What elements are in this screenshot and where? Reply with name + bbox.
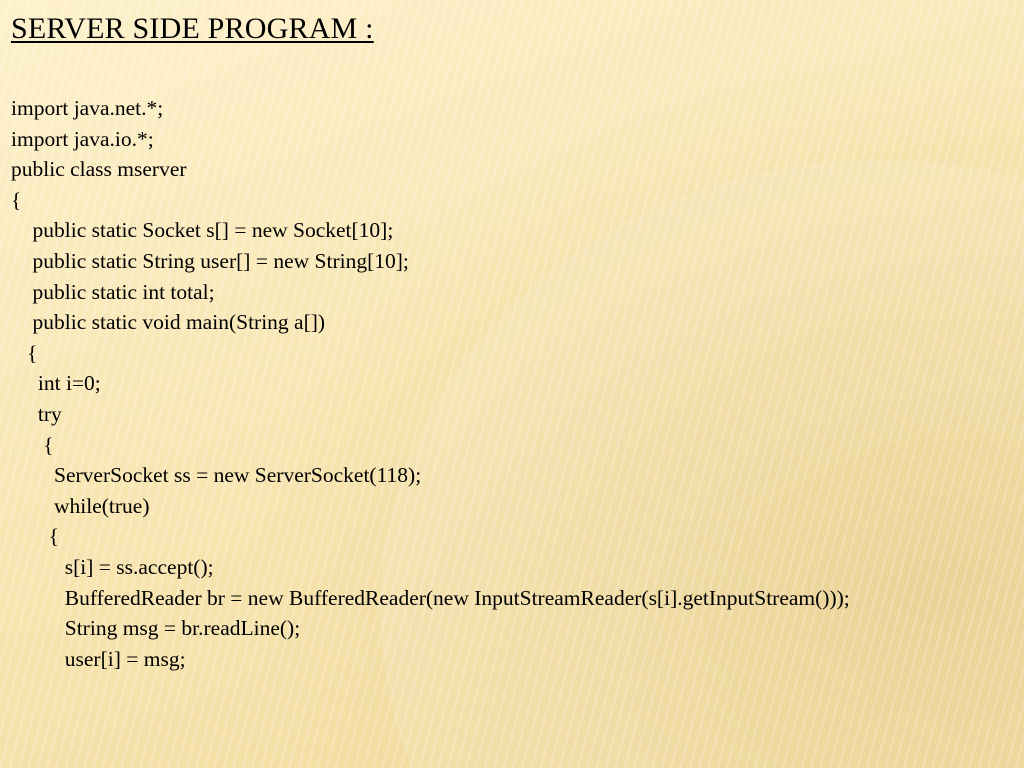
code-line: int i=0; [11, 371, 101, 396]
code-line: { [11, 524, 59, 549]
code-line: { [11, 432, 54, 457]
code-line: public static void main(String a[]) [11, 310, 326, 335]
code-line: try [11, 401, 62, 426]
code-line: { [11, 187, 22, 212]
code-line: BufferedReader br = new BufferedReader(new InputStreamReader(s[i].getInputStream())); [11, 585, 850, 610]
code-line: while(true) [11, 493, 150, 518]
code-line: public static Socket s[] = new Socket[10]; [11, 218, 394, 243]
code-listing [11, 93, 850, 674]
code-line: ServerSocket ss = new ServerSocket(118); [11, 463, 422, 488]
code-line: String msg = br.readLine(); [11, 616, 301, 641]
code-line: import java.io.*; [11, 126, 154, 151]
code-line: user[i] = msg; [11, 646, 186, 671]
code-line: public static String user[] = new String[10]; [11, 248, 409, 273]
code-line: public static int total; [11, 279, 215, 304]
code-line: import java.net.*; [11, 96, 164, 120]
code-line: { [11, 340, 38, 365]
slide-title: SERVER SIDE PROGRAM : [11, 12, 374, 45]
code-line: public class mserver [11, 157, 187, 182]
code-line: s[i] = ss.accept(); [11, 554, 214, 579]
